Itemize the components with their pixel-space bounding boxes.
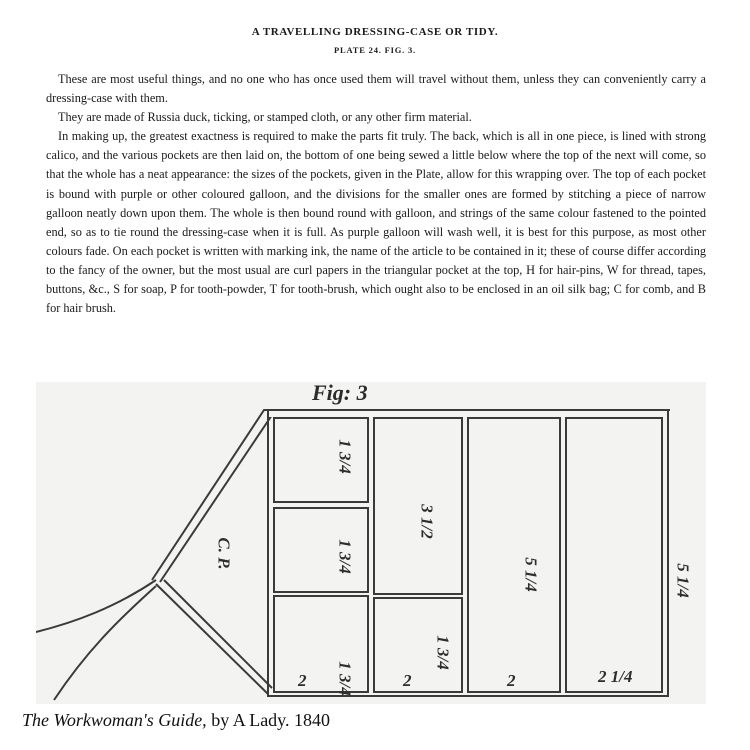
overall-height-label: 5 1/4 bbox=[673, 563, 693, 598]
paragraph-2: They are made of Russia duck, ticking, or stamped cloth, or any other firm material. bbox=[58, 110, 472, 125]
cell-label-col3: 5 1/4 bbox=[521, 557, 541, 592]
triangle-pocket-label: C. P. bbox=[214, 537, 234, 570]
triangle-bottom-edge bbox=[156, 584, 268, 694]
plate-figure bbox=[36, 382, 706, 704]
bottom-label-col1: 2 bbox=[298, 671, 307, 690]
plate-reference: PLATE 24. FIG. 3. bbox=[334, 45, 416, 55]
paragraph-3: In making up, the greatest exactness is required to make the parts fit truly. The back, which is all in one piece, is lined with strong calico, and the various pockets are then laid on, the bottom of one being sewed a little below where the top of the next will come, so that the whole has a neat appearance: the sizes of the pockets, given in the Plate, allow for this wrapping over. The top of each pocket is bound with purple or other coloured galloon, and the divisions for the smaller ones are formed by stitching a piece of narrow galloon neatly down upon them. The whole is then bound round with galloon, and strings of the same colour fastened to the pointed end, so as to tie round the dressing-case when it is full. As purple galloon will wash well, it is best for this purpose, as most other colours fade. On each pocket is written with marking ink, the name of the article to be contained in it; these of course differ according to the fancy of the owner, but the most usual are curl papers in the triangular pocket at the top, H for hair-pins, W for thread, tapes, buttons, &c., S for soap, P for tooth-powder, T for tooth-brush, which ought also to be enclosed in an oil silk bag; C for comb, and B for hair brush. bbox=[46, 129, 706, 316]
bottom-label-col2: 2 bbox=[403, 671, 412, 690]
cell-label-col2-top: 3 1/2 bbox=[417, 504, 437, 539]
figure-label: Fig: 3 bbox=[312, 380, 368, 405]
cell-label-col1-top: 1 3/4 bbox=[335, 439, 355, 474]
cell-label-col2-bot: 1 3/4 bbox=[433, 635, 453, 670]
cell-label-col1-bot: 1 3/4 bbox=[335, 661, 355, 696]
page-title: A TRAVELLING DRESSING-CASE OR TIDY. bbox=[251, 26, 499, 38]
triangle-bottom-edge-inner bbox=[164, 580, 272, 688]
cell-label-col1-mid: 1 3/4 bbox=[335, 539, 355, 574]
pattern-drawing bbox=[36, 382, 706, 704]
bottom-label-col3: 2 bbox=[507, 671, 516, 690]
paragraph-1: These are most useful things, and no one who has once used them will travel without them, unless they can conveniently carry a dressing-case with them. bbox=[46, 72, 706, 106]
pocket-col4 bbox=[566, 418, 662, 692]
source-caption bbox=[22, 710, 330, 731]
source-author-year: by A Lady. 1840 bbox=[206, 710, 331, 730]
bottom-label-col4: 2 1/4 bbox=[598, 667, 633, 686]
string-2 bbox=[54, 586, 156, 700]
pocket-col3 bbox=[468, 418, 560, 692]
body-text bbox=[46, 70, 706, 318]
string-1 bbox=[36, 580, 156, 632]
source-title: The Workwoman's Guide, bbox=[22, 710, 207, 730]
